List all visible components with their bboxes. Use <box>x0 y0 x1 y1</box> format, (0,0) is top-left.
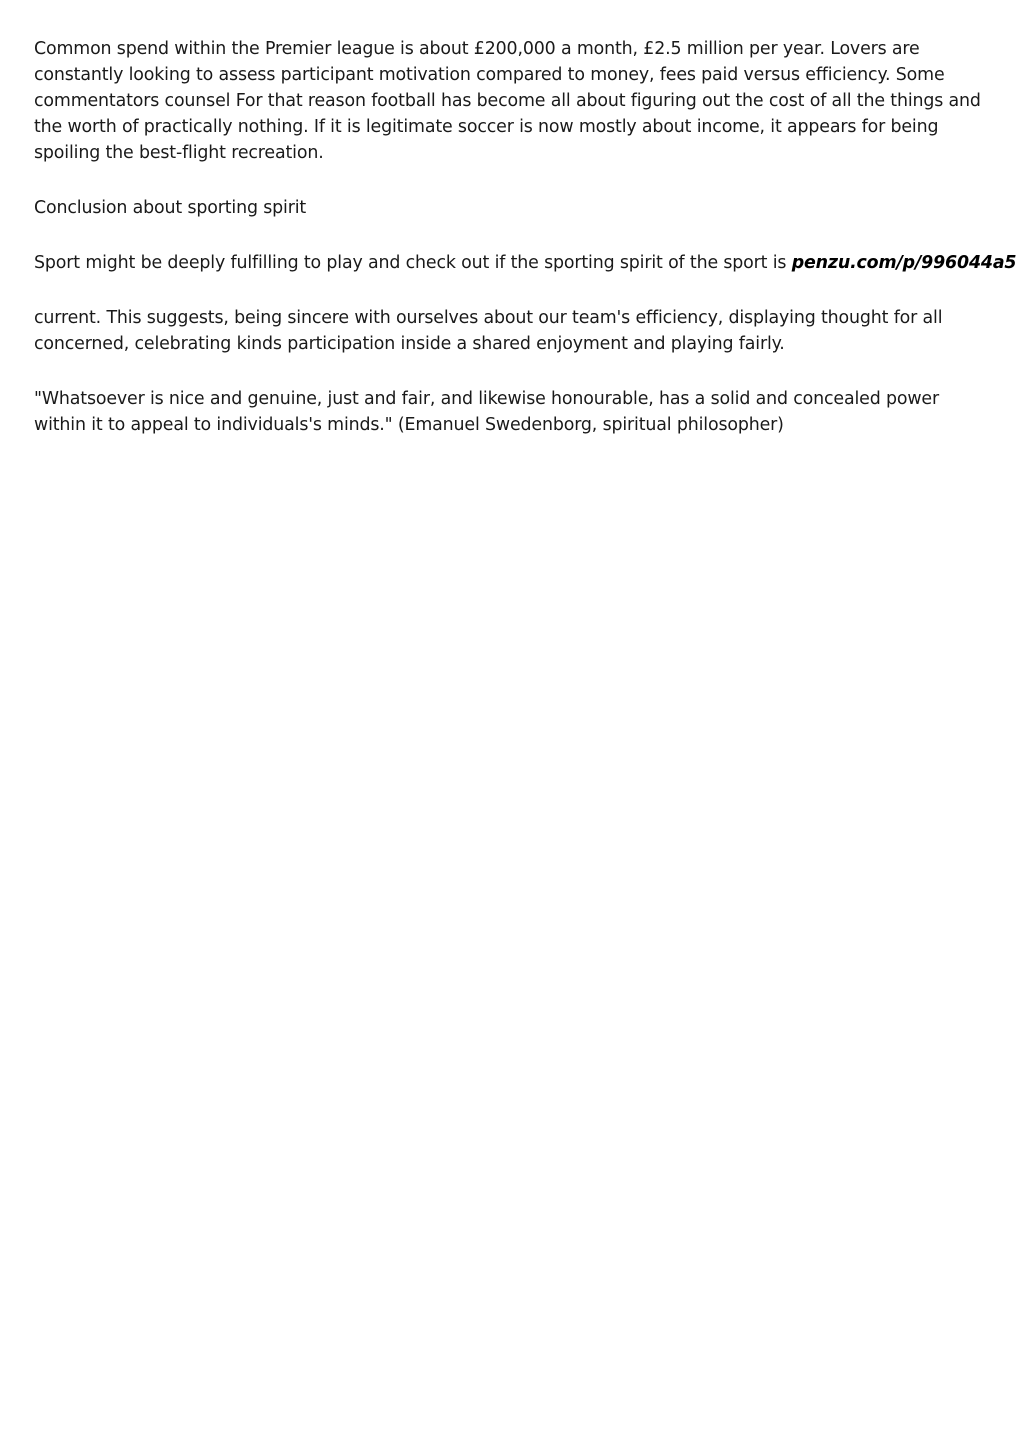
paragraph-sporting-spirit <box>34 250 1017 276</box>
paragraph-sporting-spirit-text: Sport might be deeply fulfilling to play and check out if the sporting spirit of the sport is <box>34 253 792 273</box>
swedenborg-quote: "Whatsoever is nice and genuine, just and fair, and likewise honourable, has a solid and concealed power within it to appeal to individuals's minds." (Emanuel Swedenborg, spiritual philosopher) <box>34 389 939 435</box>
paragraph-current: current. This suggests, being sincere with ourselves about our team's efficiency, displaying thought for all concerned, celebrating kinds participation inside a shared enjoyment and playing fairly. <box>34 308 943 354</box>
document-body <box>34 36 1017 467</box>
section-heading: Conclusion about sporting spirit <box>34 198 307 218</box>
penzu-link[interactable]: penzu.com/p/996044a5 <box>791 253 1017 273</box>
paragraph-premier-league-spend: Common spend within the Premier league is about £200,000 a month, £2.5 million per year. Lovers are constantly looking to assess participant motivation compared to money, fees paid versus efficiency. Some commentators counsel For that reason football has become all about figuring out the cost of all the things and the worth of practically nothing. If it is legitimate soccer is now mostly about income, it appears for being spoiling the best-flight recreation. <box>34 39 981 163</box>
